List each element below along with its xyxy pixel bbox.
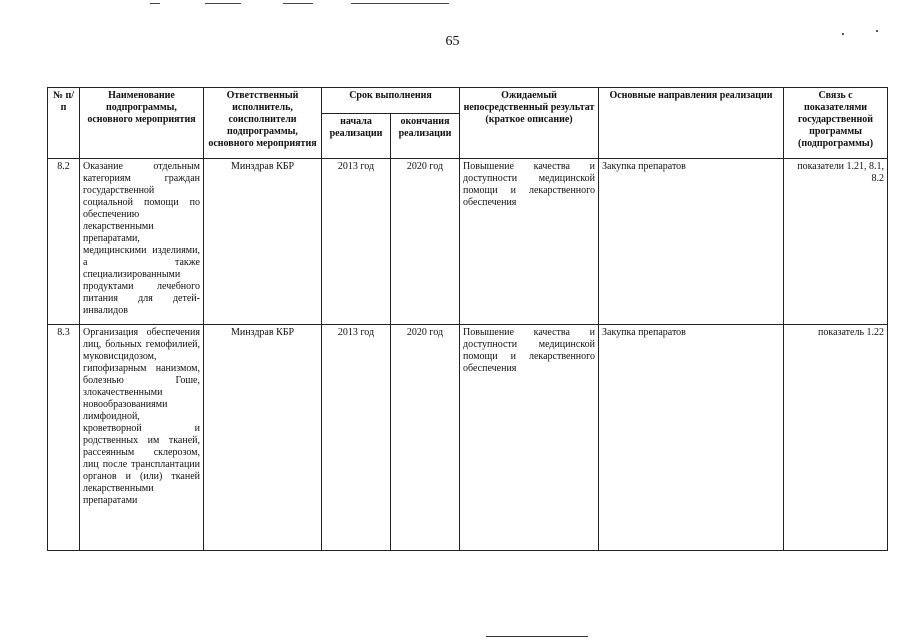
header-num: № п/п (48, 88, 80, 159)
header-result: Ожидаемый непосредственный результат (краткое описание) (460, 88, 599, 159)
program-table (47, 87, 888, 551)
scan-speck (876, 30, 878, 32)
footer-rule (486, 636, 588, 637)
row-result: Повышение качества и доступности медицинской помощи и лекарственного обеспечения (460, 325, 599, 551)
table-header-row (48, 88, 888, 114)
scan-speck (842, 33, 844, 35)
header-name: Наименование подпрограммы, основного мероприятия (80, 88, 204, 159)
header-period: Срок выполнения (322, 88, 460, 114)
row-start: 2013 год (322, 159, 391, 325)
header-link: Связь с показателями государственной программы (подпрограммы) (784, 88, 888, 159)
header-directions: Основные направления реализации (599, 88, 784, 159)
table-row (48, 325, 888, 551)
scan-artifact-line (283, 3, 313, 4)
row-result: Повышение качества и доступности медицинской помощи и лекарственного обеспечения (460, 159, 599, 325)
row-name: Оказание отдельным категориям граждан государственной социальной помощи по обеспечению лекарственными препаратами, медицинскими изделиями, а также специализированными продуктами лечебного питания для детей-инвалидов (80, 159, 204, 325)
row-responsible: Минздрав КБР (204, 325, 322, 551)
row-link: показатель 1.22 (784, 325, 888, 551)
row-directions: Закупка препаратов (599, 159, 784, 325)
row-num: 8.3 (48, 325, 80, 551)
header-start: начала реализации (322, 114, 391, 159)
row-num: 8.2 (48, 159, 80, 325)
scan-artifact-line (150, 3, 160, 4)
scan-artifact-line (351, 3, 449, 4)
scan-artifact-line (205, 3, 241, 4)
row-directions: Закупка препаратов (599, 325, 784, 551)
row-start: 2013 год (322, 325, 391, 551)
page-number: 65 (445, 34, 460, 49)
row-name: Организация обеспечения лиц, больных гемофилией, муковисцидозом, гипофизарным нанизмом, болезнью Гоше, злокачественными новообразованиями лимфоидной, кроветворной и родственных им тканей, рассеянным склерозом, лиц после трансплантации органов и (или) тканей лекарственными препаратами (80, 325, 204, 551)
table-row (48, 159, 888, 325)
header-end: окончания реализации (391, 114, 460, 159)
header-responsible: Ответственный исполнитель, соисполнители подпрограммы, основного мероприятия (204, 88, 322, 159)
row-responsible: Минздрав КБР (204, 159, 322, 325)
row-link: показатели 1.21, 8.1, 8.2 (784, 159, 888, 325)
row-end: 2020 год (391, 325, 460, 551)
row-end: 2020 год (391, 159, 460, 325)
